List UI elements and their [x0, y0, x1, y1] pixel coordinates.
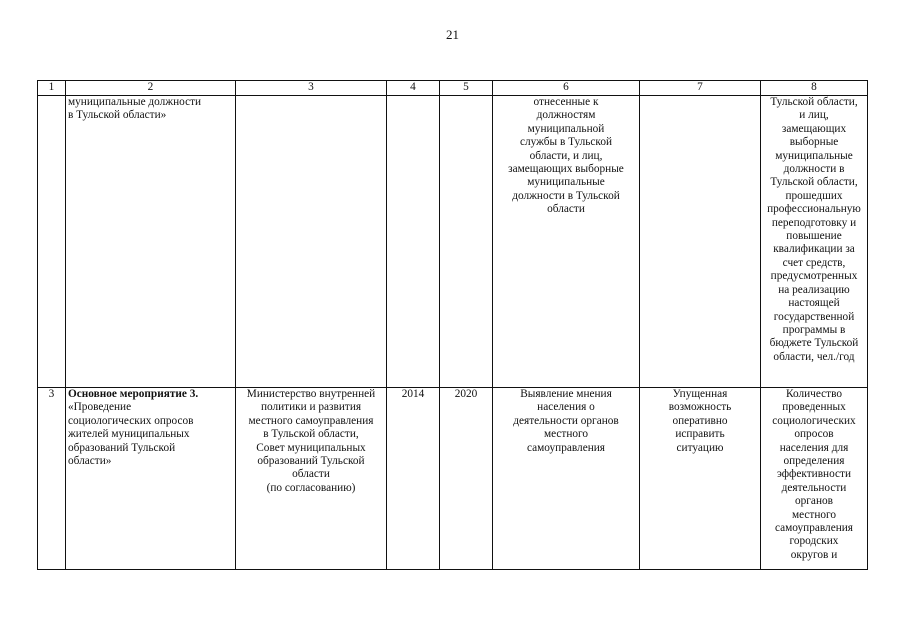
- table-row: [38, 96, 868, 388]
- expected-result-cell: отнесенные к должностям муниципальной службы в Тульской области, и лиц, замещающих выборные муниципальные должности в Тульской области: [493, 96, 640, 388]
- header-col-4: 4: [387, 81, 440, 96]
- executor-cell: Министерство внутренней политики и развития местного самоуправления в Тульской области, Совет муниципальных образований Тульской области (по согласованию): [236, 388, 387, 570]
- header-col-2: 2: [66, 81, 236, 96]
- expected-result-cell: Выявление мнения населения о деятельности органов местного самоуправления: [493, 388, 640, 570]
- start-year-cell: [387, 96, 440, 388]
- header-col-5: 5: [440, 81, 493, 96]
- header-col-3: 3: [236, 81, 387, 96]
- end-year-cell: 2020: [440, 388, 493, 570]
- event-description: «Проведение социологических опросов жителей муниципальных образований Тульской области»: [68, 401, 194, 468]
- header-col-7: 7: [640, 81, 761, 96]
- program-table: [37, 80, 868, 570]
- header-col-1: 1: [38, 81, 66, 96]
- table-row: [38, 388, 868, 570]
- row-number-cell: [38, 96, 66, 388]
- page-number: 21: [446, 27, 459, 42]
- consequences-cell: [640, 96, 761, 388]
- header-col-8: 8: [761, 81, 868, 96]
- end-year-cell: [440, 96, 493, 388]
- header-col-6: 6: [493, 81, 640, 96]
- event-title: Основное мероприятие 3.: [68, 388, 199, 400]
- indicator-cell: Количество проведенных социологических опросов населения для определения эффективности деятельности органов местного самоуправления городских округов и: [761, 388, 868, 570]
- row-number-cell: 3: [38, 388, 66, 570]
- executor-cell: [236, 96, 387, 388]
- indicator-cell: Тульской области, и лиц, замещающих выборные муниципальные должности в Тульской области, прошедших профессиональную переподготовку и повышение квалификации за счет средств, предусмотренных на реализацию настоящей государственной программы в бюджете Тульской области, чел./год: [761, 96, 868, 388]
- consequences-cell: Упущенная возможность оперативно исправить ситуацию: [640, 388, 761, 570]
- event-name-cell: муниципальные должности в Тульской области»: [66, 96, 236, 388]
- start-year-cell: 2014: [387, 388, 440, 570]
- event-name-cell: [66, 388, 236, 570]
- header-row: [38, 81, 868, 96]
